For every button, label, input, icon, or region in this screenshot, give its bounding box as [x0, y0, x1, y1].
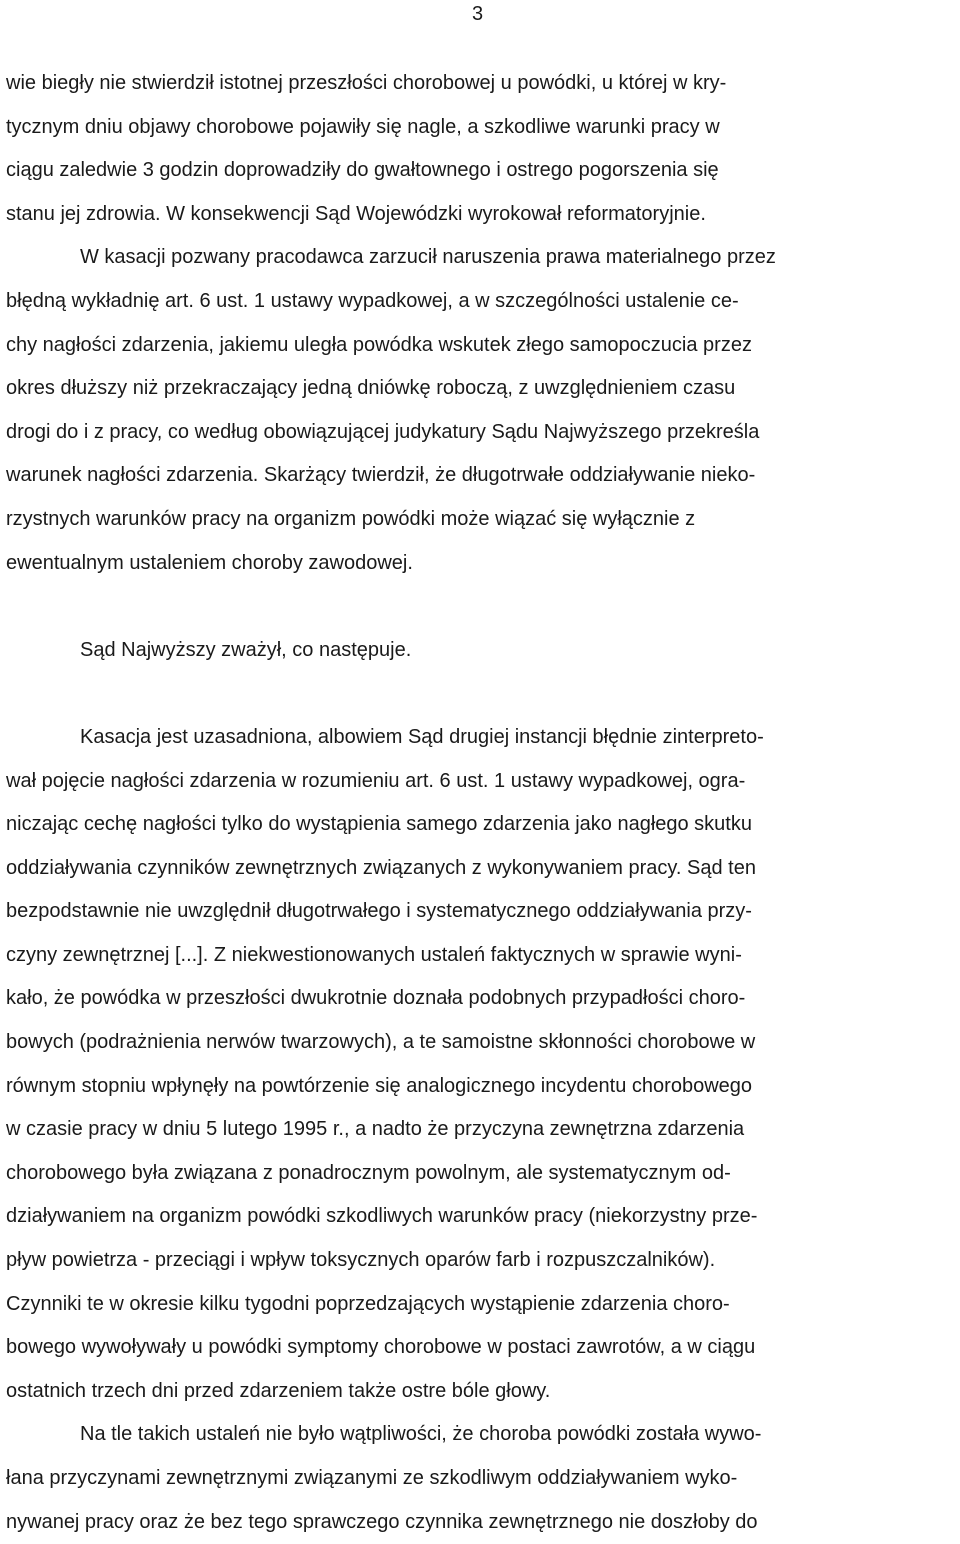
text-line: równym stopniu wpłynęły na powtórzenie się analogicznego incydentu chorobowego	[6, 1074, 753, 1097]
text-line: tycznym dniu objawy chorobowe pojawiły się nagle, a szkodliwe warunki pracy w	[6, 115, 720, 138]
document-body	[6, 62, 958, 1544]
section-heading-line: Sąd Najwyższy zważył, co następuje.	[80, 638, 412, 661]
text-line: Czynniki te w okresie kilku tygodni poprzedzających wystąpienie zdarzenia choro-	[6, 1292, 730, 1315]
text-line: czyny zewnętrznej [...]. Z niekwestionowanych ustaleń faktycznych w sprawie wyni-	[6, 943, 742, 966]
text-line: kało, że powódka w przeszłości dwukrotnie doznała podobnych przypadłości choro-	[6, 987, 746, 1010]
paragraph-start-line: Kasacja jest uzasadniona, albowiem Sąd drugiej instancji błędnie zinterpreto-	[80, 725, 764, 748]
text-line: chy nagłości zdarzenia, jakiemu uległa powódka wskutek złego samopoczucia przez	[6, 333, 752, 356]
text-line: nywanej pracy oraz że bez tego sprawczego czynnika zewnętrznego nie doszłoby do	[6, 1510, 758, 1533]
text-line: bezpodstawnie nie uwzględnił długotrwałego i systematycznego oddziaływania przy-	[6, 900, 752, 923]
text-line: niczając cechę nagłości tylko do wystąpienia samego zdarzenia jako nagłego skutku	[6, 813, 752, 836]
text-line: stanu jej zdrowia. W konsekwencji Sąd Wojewódzki wyrokował reformatoryjnie.	[6, 202, 706, 225]
text-line: łana przyczynami zewnętrznymi związanymi ze szkodliwym oddziaływaniem wyko-	[6, 1467, 738, 1489]
text-line: wał pojęcie nagłości zdarzenia w rozumieniu art. 6 ust. 1 ustawy wypadkowej, ogra-	[6, 769, 746, 792]
text-line: pływ powietrza - przeciągi i wpływ toksycznych oparów farb i rozpuszczalników).	[6, 1249, 716, 1272]
text-line: oddziaływania czynników zewnętrznych związanych z wykonywaniem pracy. Sąd ten	[6, 856, 756, 879]
text-line: rzystnych warunków pracy na organizm powódki może wiązać się wyłącznie z	[6, 507, 696, 530]
paragraph-gap	[6, 672, 958, 716]
text-line: chorobowego była związana z ponadrocznym powolnym, ale systematycznym od-	[6, 1161, 731, 1184]
text-line: ostatnich trzech dni przed zdarzeniem także ostre bóle głowy.	[6, 1379, 551, 1402]
text-line: bowych (podrażnienia nerwów twarzowych), a te samoistne skłonności chorobowe w	[6, 1031, 756, 1054]
text-line: działywaniem na organizm powódki szkodliwych warunków pracy (niekorzystny prze-	[6, 1205, 758, 1228]
text-line: w czasie pracy w dniu 5 lutego 1995 r., a nadto że przyczyna zewnętrzna zdarzenia	[6, 1118, 745, 1141]
text-line: warunek nagłości zdarzenia. Skarżący twierdził, że długotrwałe oddziaływanie nieko-	[6, 464, 756, 487]
page-number: 3	[472, 3, 484, 25]
paragraph-start-line: W kasacji pozwany pracodawca zarzucił naruszenia prawa materialnego przez	[80, 246, 776, 269]
paragraph-gap	[6, 585, 958, 629]
text-line: błędną wykładnię art. 6 ust. 1 ustawy wypadkowej, a w szczególności ustalenie ce-	[6, 289, 739, 312]
text-line: ciągu zaledwie 3 godzin doprowadziły do gwałtownego i ostrego pogorszenia się	[6, 159, 719, 182]
text-line: bowego wywoływały u powódki symptomy chorobowe w postaci zawrotów, a w ciągu	[6, 1336, 756, 1359]
text-line: wie biegły nie stwierdził istotnej przeszłości chorobowej u powódki, u której w kry-	[6, 72, 727, 94]
text-line: drogi do i z pracy, co według obowiązującej judykatury Sądu Najwyższego przekreśla	[6, 420, 760, 443]
paragraph-start-line: Na tle takich ustaleń nie było wątpliwości, że choroba powódki została wywo-	[80, 1423, 762, 1446]
text-line: okres dłuższy niż przekraczający jedną dniówkę roboczą, z uwzględnieniem czasu	[6, 377, 736, 400]
text-line: ewentualnym ustaleniem choroby zawodowej.	[6, 551, 413, 574]
